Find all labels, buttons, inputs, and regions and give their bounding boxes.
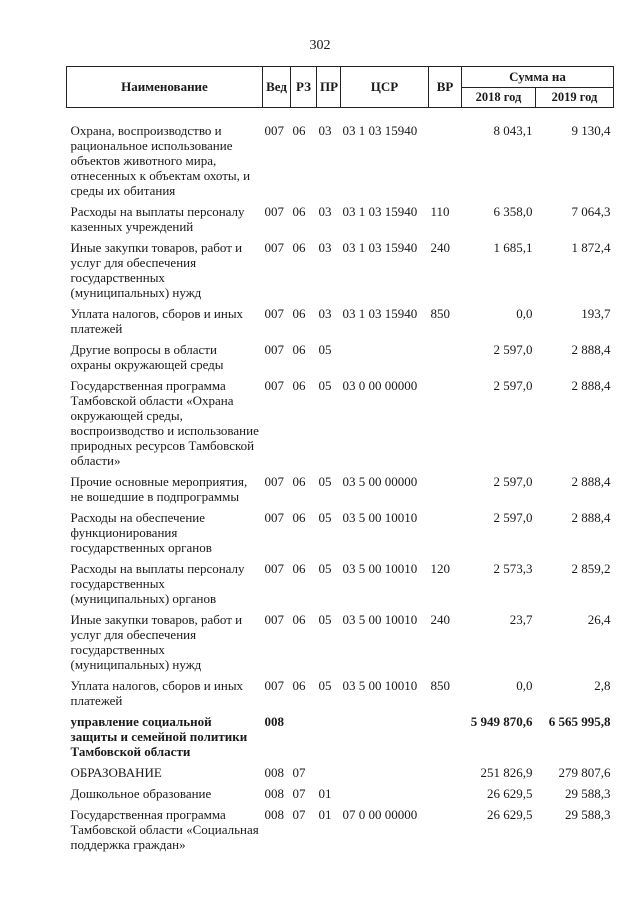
row-vr	[429, 375, 462, 471]
row-ved: 007	[264, 204, 284, 219]
row-name: Расходы на выплаты персоналу казенных учреждений	[70, 204, 245, 234]
header-pr: ПР	[317, 67, 341, 108]
row-vr: 240	[430, 612, 450, 627]
row-csr: 03 5 00 00000	[342, 474, 418, 489]
row-pr: 03	[318, 204, 332, 219]
row-amount-2018: 26 629,5	[487, 786, 533, 801]
row-ved: 007	[264, 612, 284, 627]
row-ved: 007	[264, 561, 284, 576]
row-vr	[429, 783, 462, 804]
row-ved: 007	[264, 378, 284, 393]
row-rz: 07	[292, 807, 306, 822]
row-ved: 007	[264, 678, 284, 693]
row-amount-2018: 2 597,0	[493, 474, 533, 489]
table-row	[67, 120, 614, 201]
row-amount-2018: 251 826,9	[480, 765, 533, 780]
row-csr: 03 5 00 10010	[342, 678, 418, 693]
row-vr	[429, 804, 462, 855]
row-name: Государственная программа Тамбовской области «Социальная поддержка граждан»	[70, 807, 259, 852]
row-pr	[317, 711, 341, 762]
row-pr: 05	[318, 474, 332, 489]
row-amount-2019: 1 872,4	[571, 240, 611, 255]
row-amount-2018: 6 358,0	[493, 204, 533, 219]
header-ved: Вед	[263, 67, 291, 108]
row-amount-2019: 2 888,4	[571, 510, 611, 525]
row-rz: 07	[292, 786, 306, 801]
row-amount-2018: 23,7	[509, 612, 533, 627]
row-amount-2019: 2 888,4	[571, 474, 611, 489]
row-vr: 850	[430, 678, 450, 693]
row-csr: 03 5 00 10010	[342, 561, 418, 576]
header-rz: РЗ	[291, 67, 317, 108]
spacer-row	[67, 108, 614, 121]
row-rz: 06	[292, 204, 306, 219]
row-amount-2018: 0,0	[516, 678, 533, 693]
row-csr: 07 0 00 00000	[342, 807, 418, 822]
header-sum: Сумма на	[462, 67, 614, 88]
row-name: Иные закупки товаров, работ и услуг для обеспечения государственных (муниципальных) нужд	[70, 612, 243, 672]
row-ved: 007	[264, 342, 284, 357]
row-name: Уплата налогов, сборов и иных платежей	[70, 678, 244, 708]
row-pr: 03	[318, 123, 332, 138]
row-amount-2018: 0,0	[516, 306, 533, 321]
row-csr	[341, 339, 429, 375]
page-number: 302	[309, 38, 331, 53]
row-csr: 03 1 03 15940	[342, 240, 418, 255]
row-name: управление социальной защиты и семейной политики Тамбовской области	[70, 714, 248, 759]
row-amount-2018: 2 597,0	[493, 510, 533, 525]
row-csr	[341, 783, 429, 804]
table-row	[67, 804, 614, 855]
row-pr: 03	[318, 306, 332, 321]
row-rz: 06	[292, 678, 306, 693]
row-pr: 03	[318, 240, 332, 255]
header-year-2019: 2019 год	[536, 88, 614, 108]
row-rz: 06	[292, 240, 306, 255]
row-ved: 007	[264, 306, 284, 321]
header-csr: ЦСР	[341, 67, 429, 108]
row-rz: 06	[292, 510, 306, 525]
header-year-2018: 2018 год	[462, 88, 536, 108]
row-csr: 03 1 03 15940	[342, 123, 418, 138]
row-pr: 05	[318, 678, 332, 693]
table-row	[67, 558, 614, 609]
table-header	[67, 67, 614, 108]
row-pr: 01	[318, 786, 332, 801]
table-row	[67, 237, 614, 303]
row-pr: 05	[318, 612, 332, 627]
row-pr: 05	[318, 378, 332, 393]
row-ved: 007	[264, 474, 284, 489]
row-vr: 120	[430, 561, 450, 576]
row-csr: 03 5 00 10010	[342, 510, 418, 525]
table-row	[67, 201, 614, 237]
row-ved: 007	[264, 123, 284, 138]
row-pr: 01	[318, 807, 332, 822]
row-amount-2019: 279 807,6	[558, 765, 611, 780]
row-amount-2018: 1 685,1	[493, 240, 533, 255]
row-rz: 06	[292, 561, 306, 576]
table-row	[67, 783, 614, 804]
row-amount-2019: 9 130,4	[571, 123, 611, 138]
row-vr	[429, 120, 462, 201]
row-amount-2019: 2 888,4	[571, 378, 611, 393]
table-row	[67, 375, 614, 471]
row-ved: 007	[264, 240, 284, 255]
row-ved: 007	[264, 510, 284, 525]
row-rz: 06	[292, 378, 306, 393]
row-csr: 03 1 03 15940	[342, 204, 418, 219]
row-amount-2019: 2 888,4	[571, 342, 611, 357]
row-pr	[317, 762, 341, 783]
row-csr: 03 5 00 10010	[342, 612, 418, 627]
row-vr: 110	[430, 204, 450, 219]
row-amount-2019: 2,8	[594, 678, 611, 693]
row-amount-2018: 2 597,0	[493, 378, 533, 393]
row-rz: 06	[292, 306, 306, 321]
row-rz: 06	[292, 612, 306, 627]
row-amount-2018: 8 043,1	[493, 123, 533, 138]
row-vr	[429, 339, 462, 375]
row-amount-2018: 2 597,0	[493, 342, 533, 357]
row-csr	[341, 762, 429, 783]
row-pr: 05	[318, 342, 332, 357]
row-vr	[429, 762, 462, 783]
row-amount-2019: 2 859,2	[571, 561, 611, 576]
table-row	[67, 711, 614, 762]
row-amount-2019: 7 064,3	[571, 204, 611, 219]
row-rz: 07	[292, 765, 306, 780]
table-row	[67, 507, 614, 558]
row-name: Прочие основные мероприятия, не вошедшие в подпрограммы	[70, 474, 248, 504]
header-name: Наименование	[67, 67, 263, 108]
budget-table	[66, 66, 614, 855]
row-name: Иные закупки товаров, работ и услуг для обеспечения государственных (муниципальных) нужд	[70, 240, 243, 300]
row-amount-2018: 2 573,3	[493, 561, 533, 576]
table-row	[67, 303, 614, 339]
row-vr	[429, 711, 462, 762]
row-ved: 008	[264, 807, 284, 822]
row-vr	[429, 471, 462, 507]
header-vr: ВР	[429, 67, 462, 108]
row-vr	[429, 507, 462, 558]
row-ved: 008	[264, 786, 284, 801]
row-rz	[291, 711, 317, 762]
table-row	[67, 675, 614, 711]
row-name: Дошкольное образование	[70, 786, 212, 801]
row-amount-2018: 26 629,5	[487, 807, 533, 822]
row-csr: 03 1 03 15940	[342, 306, 418, 321]
row-vr: 240	[430, 240, 450, 255]
row-ved: 008	[264, 714, 284, 729]
table-row	[67, 471, 614, 507]
row-name: Охрана, воспроизводство и рациональное использование объектов животного мира, отнесенных к объектам охоты, и среды их обитания	[70, 123, 251, 198]
row-name: Государственная программа Тамбовской области «Охрана окружающей среды, воспроизводство и использование природных ресурсов Тамбовской области»	[70, 378, 259, 468]
row-amount-2019: 29 588,3	[565, 807, 611, 822]
table-row	[67, 762, 614, 783]
row-name: ОБРАЗОВАНИЕ	[70, 765, 162, 780]
row-name: Расходы на обеспечение функционирования государственных органов	[70, 510, 212, 555]
table-body	[67, 108, 614, 856]
row-name: Уплата налогов, сборов и иных платежей	[70, 306, 244, 336]
table-row	[67, 339, 614, 375]
row-name: Расходы на выплаты персоналу государственных (муниципальных) органов	[70, 561, 245, 606]
row-pr: 05	[318, 510, 332, 525]
row-rz: 06	[292, 474, 306, 489]
row-vr: 850	[430, 306, 450, 321]
row-amount-2019: 29 588,3	[565, 786, 611, 801]
row-pr: 05	[318, 561, 332, 576]
table-row	[67, 609, 614, 675]
row-csr	[341, 711, 429, 762]
row-name: Другие вопросы в области охраны окружающей среды	[70, 342, 224, 372]
row-rz: 06	[292, 342, 306, 357]
row-csr: 03 0 00 00000	[342, 378, 418, 393]
row-amount-2018: 5 949 870,6	[470, 714, 533, 729]
row-rz: 06	[292, 123, 306, 138]
row-amount-2019: 26,4	[587, 612, 611, 627]
row-ved: 008	[264, 765, 284, 780]
row-amount-2019: 6 565 995,8	[548, 714, 611, 729]
row-amount-2019: 193,7	[581, 306, 611, 321]
